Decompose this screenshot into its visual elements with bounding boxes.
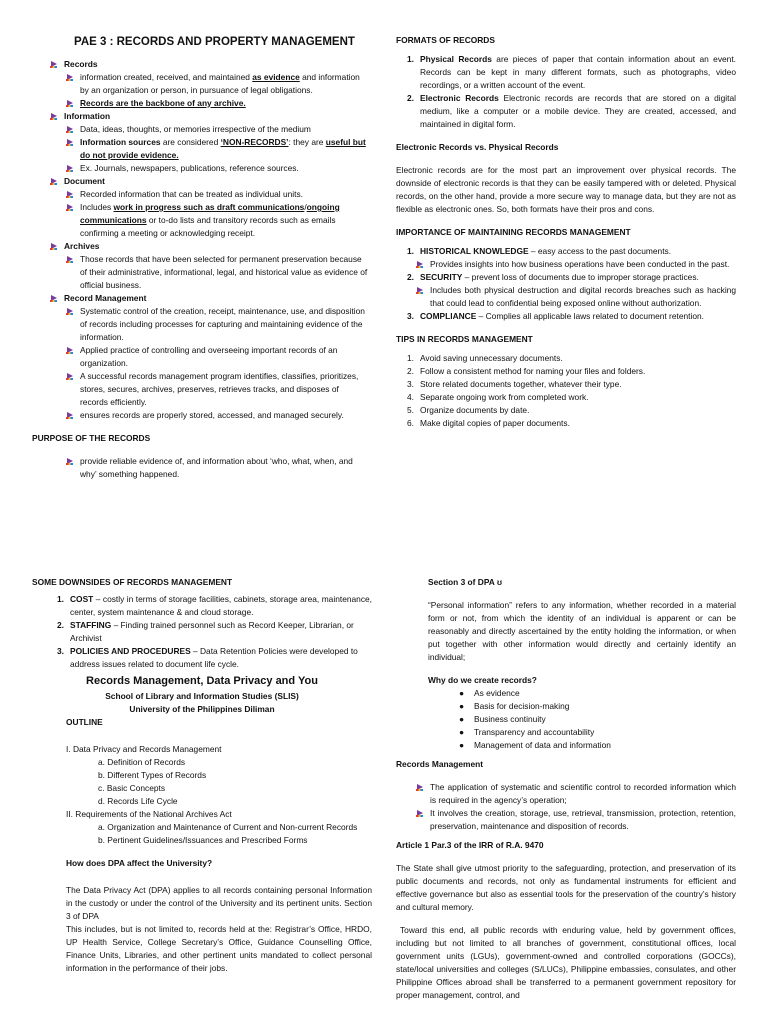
slis-line-2: School of Library and Information Studies (SLIS): [105, 691, 299, 702]
format-item-2: [396, 92, 736, 131]
outline-sub-item: b. Pertinent Guidelines/Issuances and Prescribed Forms: [98, 835, 308, 846]
downside-item-2: [46, 619, 372, 645]
downsides-list: [32, 593, 372, 671]
information-item: [48, 110, 368, 123]
arrow-bullet-icon: [414, 258, 430, 270]
section3-glyph: ʊ: [496, 577, 503, 587]
text-run: Includes: [80, 201, 114, 212]
archives-sub-1: [64, 253, 368, 292]
importance-item-1-sub: [396, 258, 736, 271]
slis-title: Records Management, Data Privacy and You: [86, 675, 318, 688]
text-run: COMPLIANCE: [420, 311, 477, 322]
spacer: [32, 729, 372, 743]
section3-paragraph: “Personal information” refers to any information, whether recorded in a material form or not, from which the identity of an individual is apparent or can be reasonably and directly ascertained by the entity holding the information, or when put together with other information would directly and certainly identify an individual;: [428, 600, 736, 663]
information-sub-2: [64, 136, 368, 162]
tip-item: [396, 417, 736, 430]
tip-item: [396, 378, 736, 391]
arrow-bullet-icon: [64, 370, 80, 382]
right-bottom-column: [396, 576, 736, 1002]
slis-header: [32, 673, 372, 716]
why-item-text: Business continuity: [474, 714, 546, 725]
text-run: are pieces of paper that contain information about an event. Records can be kept in many different formats, such as photographs, video recordings, or a written account of the event.: [420, 54, 736, 91]
outline-heading: OUTLINE: [66, 717, 103, 728]
importance-item-1: [396, 245, 736, 258]
arrow-bullet-icon: [48, 58, 64, 70]
text-run: Electronic Records: [420, 93, 499, 104]
dpa-paragraph-2: This includes, but is not limited to, records held at the: Registrar’s Office, HRDO, UP Health Service, College Secretary’s Office, Guidance Counselling Office, Finance Units, Libraries, and other pertinent units mandated to collect personal information in the performance of their jobs.: [66, 924, 372, 974]
records-sub-1-text: [80, 71, 368, 97]
importance-item-2-sub-text: Includes both physical destruction and digital records breaches such as hacking that could lead to confidential being exposed online without authorization.: [430, 285, 736, 309]
arrow-bullet-icon: [48, 110, 64, 122]
arrow-bullet-icon: [64, 136, 80, 148]
article-paragraph-1: The State shall give utmost priority to the safeguarding, protection, and preservation of its public documents and records, not only as fundamental instruments for efficient and effective governance but also as essential tools for the preservation of the country’s history and cultural memory.: [396, 863, 736, 913]
left-bottom-column: [32, 576, 372, 975]
format-item-1: [396, 53, 736, 92]
purpose-heading: PURPOSE OF THE RECORDS: [32, 433, 151, 444]
item-number: 1.: [407, 353, 414, 364]
tip-text: Separate ongoing work from completed work.: [420, 392, 589, 403]
records-item: [48, 58, 368, 71]
outline-sub-item: b. Different Types of Records: [98, 770, 207, 781]
document-sub-2: [64, 201, 368, 240]
item-number: 2.: [407, 93, 414, 104]
text-run: /: [304, 201, 307, 212]
rm-item-2-text: It involves the creation, storage, use, retrieval, transmission, protection, retention, preservation, maintenance and disposition of records.: [430, 808, 736, 832]
item-number: 2.: [57, 620, 64, 631]
bullet-dot-icon: ●: [458, 727, 464, 738]
tip-item: [396, 352, 736, 365]
section3-heading: [428, 576, 736, 589]
slis-line-3: University of the Philippines Diliman: [129, 704, 275, 715]
spacer: [396, 589, 736, 599]
downside-item-2-text: [70, 619, 372, 645]
arrow-bullet-icon: [64, 71, 80, 83]
record-management-label: Record Management: [64, 293, 147, 304]
record-management-sub-3: [64, 370, 368, 409]
arrow-bullet-icon: [64, 162, 80, 174]
downside-item-1-text: [70, 593, 372, 619]
item-number: 2.: [407, 366, 414, 377]
text-run: : they are: [288, 136, 326, 147]
rm-item-1-text: The application of systematic and scientific control to recorded information which is required in the agency’s operation;: [430, 782, 736, 806]
spacer: [48, 445, 368, 455]
right-top-column: [396, 34, 736, 430]
text-run: ongoing communications: [80, 201, 340, 225]
why-item: [434, 739, 736, 752]
importance-item-2-sub: [396, 284, 736, 310]
record-management-sub-2-text: Applied practice of controlling and overseeing important records of an organization.: [80, 345, 338, 369]
arrow-bullet-icon: [64, 123, 80, 135]
spacer: [396, 664, 736, 674]
item-number: 3.: [407, 379, 414, 390]
why-item-text: Management of data and information: [474, 740, 611, 751]
text-run: or to-do lists and transitory records such as emails confirming a meeting or acknowledging receipt.: [80, 215, 336, 239]
text-run: as evidence: [252, 71, 300, 82]
text-run: SECURITY: [420, 272, 463, 283]
information-sub-1: [64, 123, 368, 136]
rm-item-1: [414, 781, 736, 807]
rm-item-2: [414, 807, 736, 833]
tip-item: [396, 365, 736, 378]
spacer: [396, 852, 736, 862]
spacer: [396, 154, 736, 164]
text-run: – Data Retention Policies were developed to address issues related to document life cycle.: [70, 646, 358, 670]
arrow-bullet-icon: [64, 97, 80, 109]
tip-item: [396, 391, 736, 404]
record-management-sub-4-text: ensures records are properly stored, accessed, and managed securely.: [80, 410, 344, 421]
purpose-list: [48, 455, 368, 481]
archives-label: Archives: [64, 241, 100, 252]
bullet-dot-icon: ●: [458, 740, 464, 751]
why-list: [434, 687, 736, 752]
evp-heading: Electronic Records vs. Physical Records: [396, 142, 559, 153]
outline-item: II. Requirements of the National Archives Act: [66, 809, 232, 820]
text-run: – Complies all applicable laws related to document retention.: [476, 311, 704, 322]
text-run: and information by an organization or person, in pursuance of legal obligations.: [80, 71, 360, 95]
records-sub-1: [64, 71, 368, 97]
item-number: 5.: [407, 405, 414, 416]
records-sub-2: [64, 97, 368, 110]
importance-item-1-text: [420, 245, 671, 258]
arrow-bullet-icon: [48, 240, 64, 252]
record-management-sub-4: [64, 409, 368, 422]
document-sub-1: [64, 188, 368, 201]
information-sub-1-text: Data, ideas, thoughts, or memories irrespective of the medium: [80, 123, 311, 134]
records-label: Records: [64, 58, 98, 69]
tip-text: Store related documents together, whatever their type.: [420, 379, 622, 390]
item-number: 1.: [407, 54, 414, 65]
item-number: 3.: [57, 646, 64, 657]
spacer: [32, 870, 372, 884]
outline-sub-item: d. Records Life Cycle: [98, 796, 178, 807]
downside-item-1: [46, 593, 372, 619]
spacer: [396, 216, 736, 226]
item-number: 4.: [407, 392, 414, 403]
why-item: [434, 687, 736, 700]
why-item-text: Transparency and accountability: [474, 727, 595, 738]
spacer: [396, 914, 736, 924]
information-label: Information: [64, 110, 111, 121]
record-management-sub-1-text: Systematic control of the creation, receipt, maintenance, use, and disposition of records including processes for capturing and maintaining evidence of the information.: [80, 306, 365, 343]
information-sub-2-text: [80, 136, 368, 162]
information-sub-3-text: Ex. Journals, newspapers, publications, reference sources.: [80, 162, 299, 173]
record-management-item: [48, 292, 368, 305]
bullet-dot-icon: ●: [458, 714, 464, 725]
purpose-item: [64, 455, 368, 481]
importance-item-1-sub-text: Provides insights into how business operations have been conducted in the past.: [430, 259, 730, 270]
text-run: are considered: [160, 136, 221, 147]
spacer: [396, 131, 736, 141]
importance-item-3: [396, 310, 736, 323]
document-sub-2-text: [80, 201, 368, 240]
record-management-sub-3-text: A successful records management program identifies, classifies, prioritizes, stores, secures, archives, preserves, retrieves tracks, and disposes of records efficiently.: [80, 371, 359, 408]
importance-item-2-text: [420, 271, 699, 284]
evp-paragraph: Electronic records are for the most part an improvement over physical records. The downside of electronic records is that they can be easily tampered with or deleted. Physical records, on the other hand, provide a more secure way to manage data, but they are not as flexible as electronic ones. So, both formats have their pros and cons.: [396, 165, 736, 215]
text-run: Information sources: [80, 136, 161, 147]
records-backbone-text: Records are the backbone of any archive.: [80, 97, 246, 108]
text-run: – Finding trained personnel such as Record Keeper, Librarian, or Archivist: [70, 620, 354, 644]
records-sublist: [48, 71, 368, 110]
tip-text: Follow a consistent method for naming your files and folders.: [420, 366, 646, 377]
tip-item: [396, 404, 736, 417]
downside-item-3-text: [70, 645, 372, 671]
tip-text: Avoid saving unnecessary documents.: [420, 353, 563, 364]
text-run: work in progress such as draft communications: [113, 201, 305, 212]
why-item-text: As evidence: [474, 688, 520, 699]
importance-heading: IMPORTANCE OF MAINTAINING RECORDS MANAGEMENT: [396, 227, 631, 238]
outline-item: I. Data Privacy and Records Management: [66, 744, 222, 755]
why-item-text: Basis for decision-making: [474, 701, 570, 712]
rm-heading: Records Management: [396, 759, 484, 770]
information-sublist: [48, 123, 368, 175]
text-run: – easy access to the past documents.: [528, 246, 672, 257]
arrow-bullet-icon: [64, 344, 80, 356]
text-run: useful but do not provide evidence.: [80, 136, 366, 160]
text-run: Electronic records are records that are stored on a digital medium, like a computer or a mobile device. They are created, accessed, and maintained in digital form.: [420, 93, 737, 130]
arrow-bullet-icon: [414, 807, 430, 819]
format-item-2-text: [420, 92, 736, 131]
left-top-column: [32, 34, 368, 481]
text-run: POLICIES AND PROCEDURES: [70, 646, 191, 657]
item-number: 2.: [407, 272, 414, 283]
archives-sub-1-text: Those records that have been selected for permanent preservation because of their administrative, informational, legal, and historical value as evidence of official business.: [80, 254, 368, 291]
document-sub-1-text: Recorded information that can be treated as individual units.: [80, 188, 304, 199]
formats-heading: FORMATS OF RECORDS: [396, 35, 495, 45]
arrow-bullet-icon: [64, 253, 80, 265]
item-number: 1.: [57, 594, 64, 605]
document-sublist: [48, 188, 368, 240]
bullet-dot-icon: ●: [458, 688, 464, 699]
format-item-1-text: [420, 53, 736, 92]
document-label: Document: [64, 175, 105, 186]
arrow-bullet-icon: [64, 188, 80, 200]
text-run: Physical Records: [420, 54, 492, 65]
archives-item: [48, 240, 368, 253]
outline-sub-item: a. Organization and Maintenance of Current and Non-current Records: [98, 822, 358, 833]
arrow-bullet-icon: [64, 455, 80, 467]
downsides-heading: SOME DOWNSIDES OF RECORDS MANAGEMENT: [32, 577, 233, 587]
dpa-paragraph-1: The Data Privacy Act (DPA) applies to all records containing personal Information in the custody or under the control of the University and its pertinent units. Section 3 of DPA: [66, 885, 372, 922]
item-number: 6.: [407, 418, 414, 429]
outline-sub-item: c. Basic Concepts: [98, 783, 166, 794]
text-run: HISTORICAL KNOWLEDGE: [420, 246, 529, 257]
tips-heading: TIPS IN RECORDS MANAGEMENT: [396, 334, 533, 345]
purpose-text: provide reliable evidence of, and information about ‘who, what, when, and why’ something happened.: [80, 456, 353, 480]
outline-sub-item: a. Definition of Records: [98, 757, 186, 768]
arrow-bullet-icon: [414, 781, 430, 793]
page-title: PAE 3 : RECORDS AND PROPERTY MANAGEMENT: [74, 36, 355, 48]
arrow-bullet-icon: [64, 201, 80, 213]
item-number: 3.: [407, 311, 414, 322]
record-management-sub-1: [64, 305, 368, 344]
record-management-sublist: [48, 305, 368, 422]
spacer: [396, 323, 736, 333]
arrow-bullet-icon: [48, 175, 64, 187]
bullet-dot-icon: ●: [458, 701, 464, 712]
archives-sublist: [48, 253, 368, 292]
spacer: [396, 771, 736, 781]
downside-item-3: [46, 645, 372, 671]
spacer: [48, 422, 368, 432]
rm-list: [396, 781, 736, 833]
why-item: [434, 700, 736, 713]
arrow-bullet-icon: [64, 409, 80, 421]
item-number: 1.: [407, 246, 414, 257]
tip-text: Organize documents by date.: [420, 405, 530, 416]
why-item: [434, 726, 736, 739]
information-sub-3: [64, 162, 368, 175]
tip-text: Make digital copies of paper documents.: [420, 418, 570, 429]
importance-item-2: [396, 271, 736, 284]
document-item: [48, 175, 368, 188]
text-run: COST: [70, 594, 94, 605]
article-heading: Article 1 Par.3 of the IRR of R.A. 9470: [396, 840, 544, 851]
arrow-bullet-icon: [64, 305, 80, 317]
text-run: – costly in terms of storage facilities, cabinets, storage area, maintenance, center, system maintenance & and cloud storage.: [70, 594, 372, 618]
record-management-sub-2: [64, 344, 368, 370]
article-paragraph-2: Toward this end, all public records with enduring value, held by government offices, including but not limited to all branches of government, constitutional offices, local government units (LGUs), government-owned and controlled corporations (GOCCs), state/local universities and colleges (S/LUCs), Philippine embassies, consulates, and other Philippine Offices abroad shall be transferred to a permanent government repository for proper management, control, and: [396, 925, 736, 1001]
text-run: ‘NON-RECORDS’: [220, 136, 289, 147]
text-run: – prevent loss of documents due to improper storage practices.: [462, 272, 699, 283]
section3-heading-text: Section 3 of DPA: [428, 577, 495, 587]
text-run: information created, received, and maintained: [80, 71, 253, 82]
why-item: [434, 713, 736, 726]
dpa-heading: How does DPA affect the University?: [66, 858, 213, 869]
arrow-bullet-icon: [414, 284, 430, 296]
text-run: STAFFING: [70, 620, 112, 631]
importance-item-3-text: [420, 310, 704, 323]
spacer: [32, 847, 372, 857]
arrow-bullet-icon: [48, 292, 64, 304]
why-heading: Why do we create records?: [428, 675, 537, 686]
